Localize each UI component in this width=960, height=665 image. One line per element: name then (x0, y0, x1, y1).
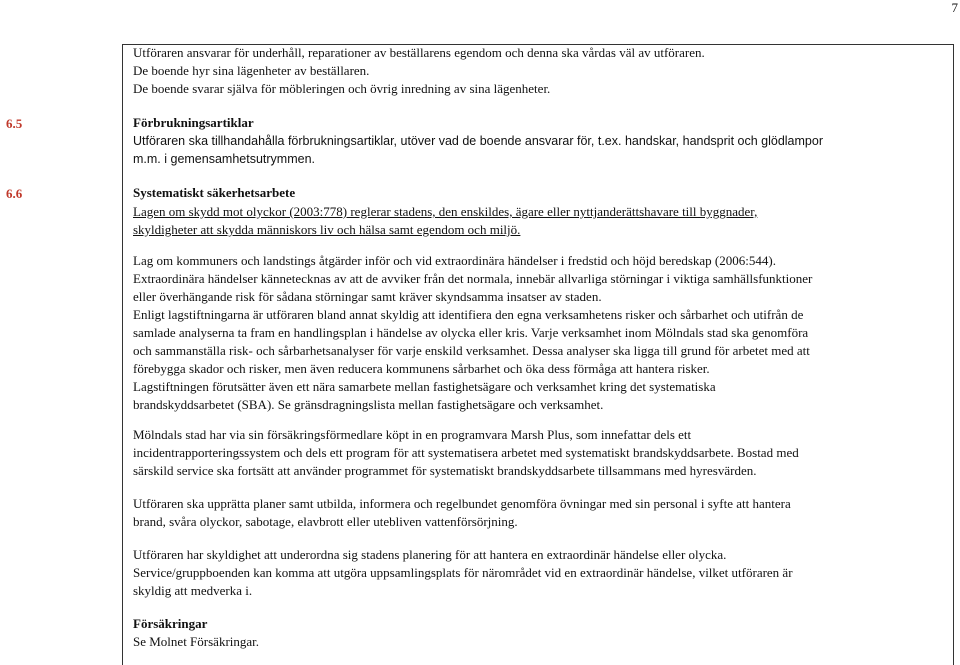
body-line: Extraordinära händelser kännetecknas av att de avviker från det normala, innebär allvarliga störningar i viktiga samhällsfunktioner (133, 271, 813, 286)
paragraph-extraordinary-events (133, 252, 933, 414)
intro-line: De boende svarar själva för möbleringen och övrig inredning av sina lägenheter. (133, 81, 551, 96)
body-line: incidentrapporteringssystem och dels ett program för att systematisera arbetet med systematiskt brandskyddsarbete. Bostad med (133, 445, 799, 460)
section-number-6-5: 6.5 (6, 116, 23, 131)
body-line: m.m. i gemensamhetsutrymmen. (133, 152, 315, 166)
body-line: förebygga skador och risker, men även reducera kommunens sårbarhet och öka dess förmåga att hantera risker. (133, 361, 710, 376)
body-line: Mölndals stad har via sin försäkringsförmedlare köpt in en programvara Marsh Plus, som innefattar dels ett (133, 427, 692, 442)
body-line: Lagstiftningen förutsätter även ett nära samarbete mellan fastighetsägare och verksamhet kring det systematiska (133, 379, 716, 394)
section-heading: Förbrukningsartiklar (133, 115, 254, 130)
paragraph-planning (133, 495, 933, 531)
page-number: 7 (951, 0, 958, 15)
section-6-5-heading-block (133, 114, 933, 132)
body-line: samlade analyserna ta fram en handlingsplan i händelse av olycka eller kris. Varje verksamhet inom Mölndals stad ska genomföra (133, 325, 809, 340)
body-line: Lag om kommuners och landstings åtgärder inför och vid extraordinära händelser i fredstid och höjd beredskap (2006:544). (133, 253, 776, 268)
body-line: Enligt lagstiftningarna är utföraren bland annat skyldig att identifiera den egna verksamhetens risker och sårbarhet och utifrån de (133, 307, 804, 322)
section-6-6-heading-block (133, 184, 933, 202)
insurance-text: Se Molnet Försäkringar. (133, 634, 260, 649)
intro-line: Utföraren ansvarar för underhåll, reparationer av beställarens egendom och denna ska vårdas väl av utföraren. (133, 45, 705, 60)
body-line: och sammanställa risk- och sårbarhetsanalyser för varje enskild verksamhet. Dessa analyser ska ligga till grund för arbetet med att (133, 343, 810, 358)
section-heading: Systematiskt säkerhetsarbete (133, 185, 296, 200)
body-line: särskild service ska fortsätt att använder programmet för systematiskt brandskyddsarbete tillsammans med hyresvärden. (133, 463, 757, 478)
law-line: Lagen om skydd mot olyckor (2003:778) reglerar stadens, den enskildes, ägare eller nyttjanderättshavare till byggnader, (133, 204, 758, 219)
body-line: Utföraren ska tillhandahålla förbrukningsartiklar, utöver vad de boende ansvarar för, t.ex. handskar, handsprit och glödlampor (133, 134, 823, 148)
body-line: Service/gruppboenden kan komma att utgöra uppsamlingsplats för närområdet vid en extraordinär händelse, vilket utföraren är (133, 565, 793, 580)
body-line: eller överhängande risk för sådana störningar samt kräver skyndsamma insatser av staden. (133, 289, 602, 304)
intro-line: De boende hyr sina lägenheter av beställaren. (133, 63, 370, 78)
body-line: Utföraren har skyldighet att underordna sig stadens planering för att hantera en extraordinär händelse eller olycka. (133, 547, 727, 562)
insurance-block (133, 615, 933, 651)
paragraph-subordination (133, 546, 933, 600)
body-line: skyldig att medverka i. (133, 583, 253, 598)
paragraph-marsh-plus (133, 426, 933, 480)
body-line: brand, svåra olyckor, sabotage, elavbrott eller utebliven vattenförsörjning. (133, 514, 518, 529)
body-line: brandskyddsarbetet (SBA). Se gränsdragningslista mellan fastighetsägare och verksamhet. (133, 397, 604, 412)
law-reference-paragraph (133, 203, 933, 239)
insurance-heading: Försäkringar (133, 616, 208, 631)
body-line: Utföraren ska upprätta planer samt utbilda, informera och regelbundet genomföra övningar med sin personal i syfte att hantera (133, 496, 791, 511)
section-6-5-body (133, 132, 933, 168)
section-number-6-6: 6.6 (6, 186, 23, 201)
intro-paragraph (133, 44, 933, 98)
law-line: skyldigheter att skydda människors liv och hälsa samt egendom och miljö. (133, 222, 521, 237)
